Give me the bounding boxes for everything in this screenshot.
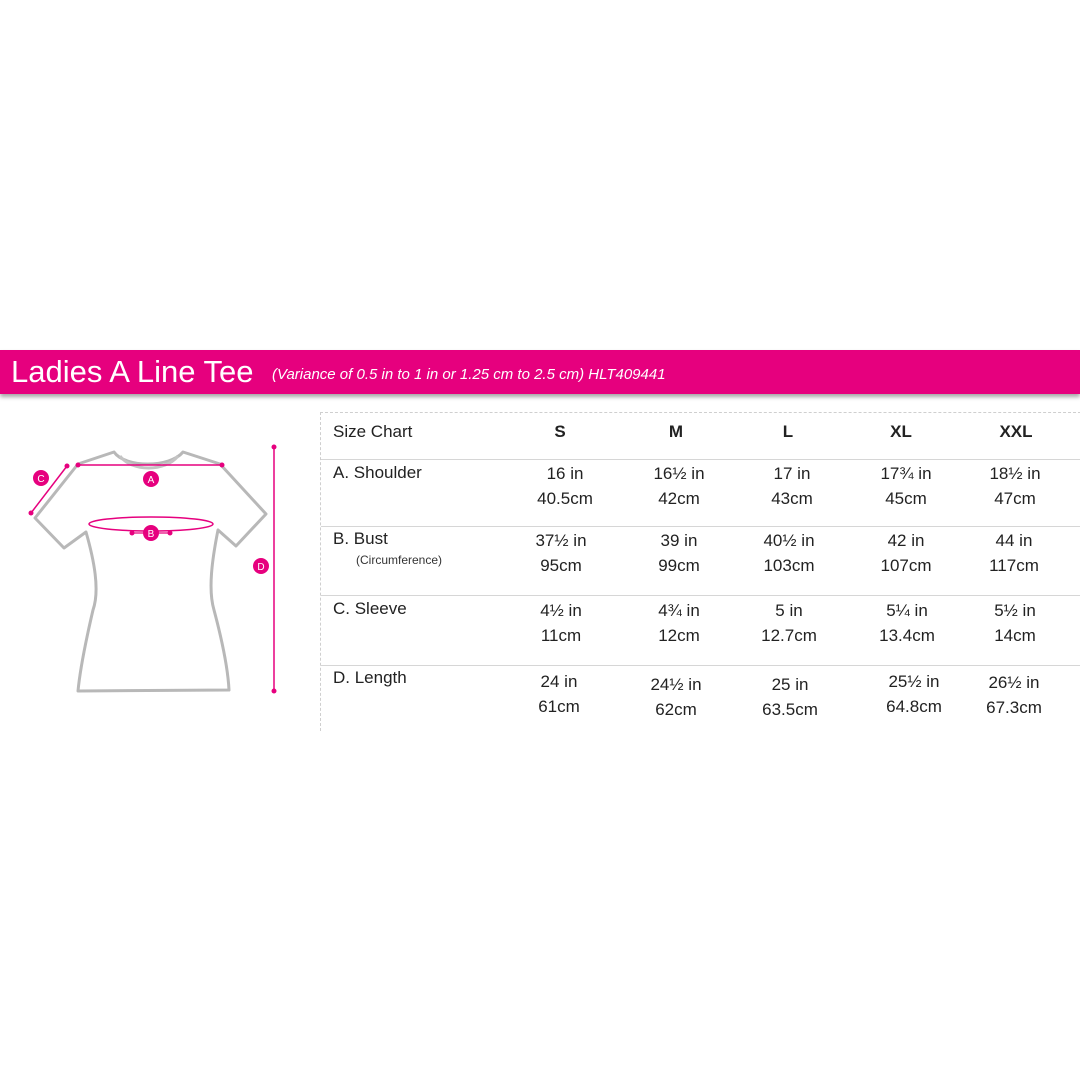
size-chart-header: Size Chart [333, 422, 413, 441]
size-header-m: M [668, 422, 684, 441]
cell-cm: 61cm [538, 697, 580, 716]
table-header-row [321, 413, 1080, 459]
size-header-xxl: XXL [999, 422, 1033, 441]
size-chart-table [320, 412, 1080, 731]
cell-inch: 25 in [771, 675, 809, 694]
table-cell [650, 672, 701, 722]
cell-inch: 16 in [546, 464, 584, 483]
length-end-dot [272, 445, 277, 450]
row-label-length: D. Length [333, 668, 407, 687]
table-cell [538, 669, 580, 719]
marker-b-letter: B [147, 529, 155, 540]
table-cell [886, 669, 942, 719]
cell-cm: 13.4cm [879, 626, 935, 645]
table-cell [880, 528, 931, 578]
bust-end-dot [168, 531, 173, 536]
sleeve-end-dot [29, 511, 34, 516]
table-row-length [321, 666, 1080, 730]
cell-inch: 17¾ in [880, 464, 932, 483]
row-label-sleeve: C. Sleeve [333, 599, 407, 618]
cell-cm: 42cm [658, 489, 700, 508]
cell-inch: 16½ in [653, 464, 705, 483]
table-row-bust [321, 527, 1080, 595]
marker-d-letter: D [257, 562, 265, 573]
cell-inch: 39 in [660, 531, 698, 550]
table-cell [761, 598, 817, 648]
cell-inch: 44 in [995, 531, 1033, 550]
cell-inch: 25½ in [888, 672, 940, 691]
table-cell [535, 528, 586, 578]
table-cell [880, 461, 931, 511]
size-header-s: S [554, 422, 566, 441]
cell-cm: 43cm [771, 489, 813, 508]
cell-cm: 12cm [658, 626, 700, 645]
cell-cm: 11cm [540, 626, 582, 645]
table-cell [540, 598, 582, 648]
cell-inch: 37½ in [535, 531, 587, 550]
cell-inch: 4½ in [540, 601, 582, 620]
shoulder-end-dot [76, 463, 81, 468]
table-cell [537, 461, 593, 511]
table-cell [658, 598, 700, 648]
cell-inch: 26½ in [988, 673, 1040, 692]
cell-cm: 64.8cm [886, 697, 942, 716]
title-banner [0, 350, 1080, 394]
cell-inch: 18½ in [989, 464, 1041, 483]
table-row-shoulder [321, 460, 1080, 526]
cell-cm: 99cm [658, 556, 700, 575]
cell-cm: 67.3cm [986, 698, 1042, 717]
cell-cm: 45cm [885, 489, 927, 508]
cell-inch: 5½ in [994, 601, 1036, 620]
marker-c-letter: C [37, 474, 45, 485]
cell-cm: 14cm [994, 626, 1036, 645]
tee-outline [35, 452, 266, 691]
size-header-xl: XL [890, 422, 912, 441]
row-sublabel-bust: (Circumference) [356, 553, 443, 567]
cell-cm: 95cm [540, 556, 582, 575]
table-cell [989, 528, 1039, 578]
row-label-bust: B. Bust [333, 529, 388, 548]
cell-inch: 5¼ in [886, 601, 928, 620]
length-end-dot [272, 689, 277, 694]
table-cell [989, 461, 1040, 511]
table-cell [762, 672, 818, 722]
table-cell [653, 461, 704, 511]
sleeve-end-dot [65, 464, 70, 469]
table-cell [771, 461, 813, 511]
table-cell [763, 528, 814, 578]
table-row-sleeve [321, 596, 1080, 665]
cell-inch: 24½ in [650, 675, 702, 694]
cell-cm: 12.7cm [761, 626, 817, 645]
size-header-l: L [782, 422, 794, 441]
cell-cm: 107cm [880, 556, 932, 575]
cell-inch: 5 in [775, 601, 803, 620]
cell-inch: 17 in [773, 464, 811, 483]
variance-note: (Variance of 0.5 in to 1 in or 1.25 cm to 2.5 cm) HLT409441 [272, 366, 666, 383]
page-title: Ladies A Line Tee [11, 354, 254, 389]
cell-cm: 62cm [655, 700, 697, 719]
table-cell [658, 528, 700, 578]
cell-cm: 103cm [763, 556, 815, 575]
cell-inch: 24 in [540, 672, 578, 691]
cell-inch: 40½ in [763, 531, 815, 550]
shoulder-end-dot [220, 463, 225, 468]
row-label-shoulder: A. Shoulder [333, 463, 422, 482]
table-cell [986, 670, 1042, 720]
cell-inch: 4¾ in [658, 601, 700, 620]
tee-diagram [0, 410, 310, 720]
cell-inch: 42 in [887, 531, 925, 550]
cell-cm: 47cm [994, 489, 1036, 508]
bust-end-dot [130, 531, 135, 536]
table-cell [879, 598, 935, 648]
marker-a-letter: A [147, 475, 155, 486]
cell-cm: 117cm [989, 556, 1039, 575]
table-cell [994, 598, 1036, 648]
cell-cm: 63.5cm [762, 700, 818, 719]
cell-cm: 40.5cm [537, 489, 593, 508]
